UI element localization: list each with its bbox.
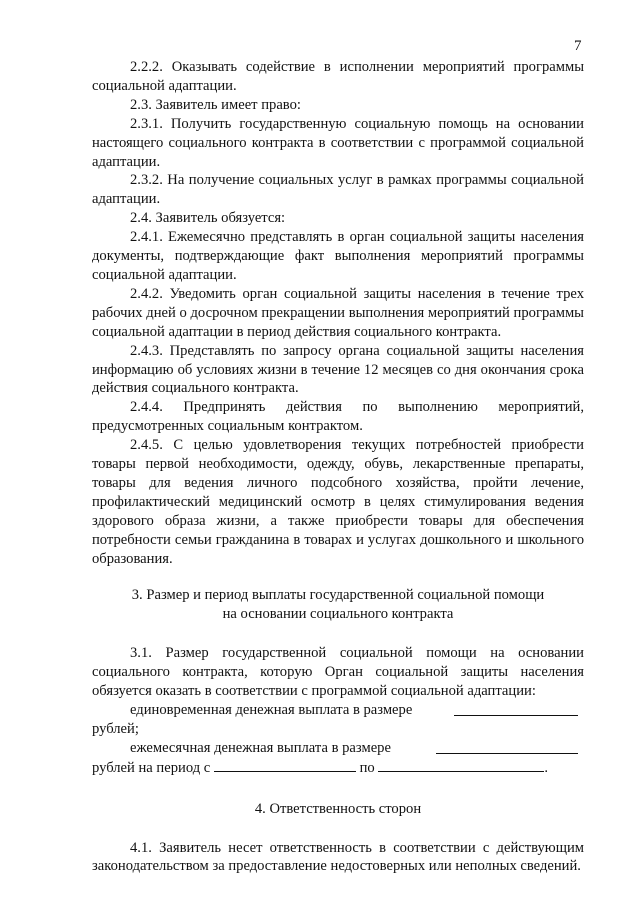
lump-sum-unit: рублей; (92, 720, 139, 737)
clause-3-1: 3.1. Размер государственной социальной помощи на основании социального контракта, которую Орган социальной защиты населения обязуется оказать в соответствии с программой социальной адаптации: (92, 645, 584, 700)
lump-sum-amount-field[interactable] (454, 702, 578, 716)
clause-2-4: 2.4. Заявитель обязуется: (130, 210, 286, 227)
period-start-field[interactable] (214, 758, 356, 772)
monthly-label: ежемесячная денежная выплата в размере (130, 739, 391, 756)
clause-2-4-1: 2.4.1. Ежемесячно представлять в орган социальной защиты населения документы, подтверждающие факт выполнения мероприятий программы социальной адаптации. (92, 229, 584, 283)
monthly-amount-field[interactable] (436, 740, 578, 754)
clause-2-4-3: 2.4.3. Представлять по запросу органа социальной защиты населения информацию об условиях жизни в течение 12 месяцев со дня окончания срока действия социального контракта. (92, 342, 584, 397)
section-3-heading-line2: на основании социального контракта (222, 606, 454, 623)
clause-2-2-2: 2.2.2. Оказывать содействие в исполнении мероприятий программы социальной адаптации. (92, 59, 584, 94)
period-to-label: по (359, 759, 375, 776)
page-number: 7 (574, 38, 582, 54)
clause-2-3: 2.3. Заявитель имеет право: (130, 96, 301, 113)
section-3-heading-line1: 3. Размер и период выплаты государственной социальной помощи (131, 587, 545, 604)
clause-2-4-4: 2.4.4. Предпринять действия по выполнению мероприятий, предусмотренных социальным контрактом. (92, 399, 584, 435)
lump-sum-row (92, 701, 584, 720)
document-body (92, 58, 584, 876)
clause-2-3-2: 2.3.2. На получение социальных услуг в рамках программы социальной адаптации. (92, 172, 584, 208)
section-3-heading (92, 586, 584, 624)
clause-2-3-1: 2.3.1. Получить государственную социальную помощь на основании настоящего социального контракта в соответствии с программой социальной адаптации. (92, 115, 584, 170)
period-end-mark: . (544, 759, 548, 776)
period-end-field[interactable] (378, 758, 544, 772)
monthly-unit-period: рублей на период с (92, 759, 211, 776)
period-row (92, 758, 584, 778)
clause-4-1: 4.1. Заявитель несет ответственность в соответствии с действующим законодательством за предоставление недостоверных или неполных сведений. (92, 839, 584, 875)
clause-2-4-5: 2.4.5. С целью удовлетворения текущих потребностей приобрести товары первой необходимости, одежду, обувь, лекарственные препараты, товары для ведения личного подсобного хозяйства, пройти лечение, профилактический медицинский осмотр в целях стимулирования ведения здорового образа жизни, а также приобрести товары для обеспечения потребности семьи гражданина в товарах и услугах дошкольного и школьного образования. (92, 437, 584, 567)
lump-sum-label: единовременная денежная выплата в размере (130, 702, 413, 718)
monthly-row (92, 739, 584, 758)
section-4-heading: 4. Ответственность сторон (254, 800, 422, 817)
clause-2-4-2: 2.4.2. Уведомить орган социальной защиты населения в течение трех рабочих дней о досрочном прекращении выполнения мероприятий программы социальной адаптации в период действия социального контракта. (92, 285, 584, 340)
